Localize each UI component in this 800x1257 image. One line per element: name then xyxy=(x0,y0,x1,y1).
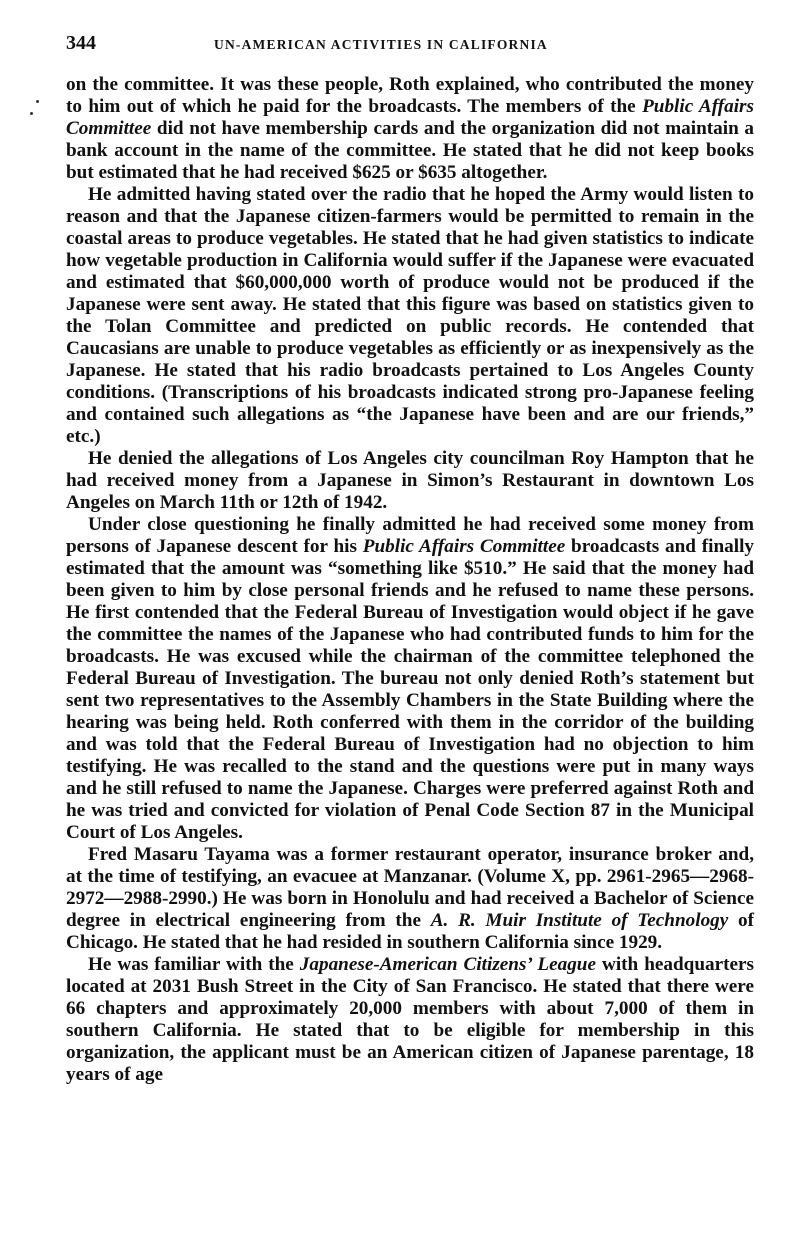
paragraph xyxy=(66,184,754,448)
text-run: He admitted having stated over the radio that he hoped the Army would listen to reason and that the Japanese citizen-farmers would be permitted to remain in the coastal areas to produce vegetables. He stated that he had given statistics to indicate how vegetable production in California would suffer if the Japanese were evacuated and estimated that $60,000,000 worth of produce would not be produced if the Japanese were sent away. He stated that this figure was based on statistics given to the Tolan Committee and predicted on public records. He contended that Caucasians are unable to produce vegetables as efficiently or as inexpensively as the Japanese. He stated that his radio broadcasts pertained to Los Angeles County conditions. (Transcriptions of his broadcasts indicated strong pro-Japanese feeling and contained such allegations as “the Japanese have been and are our friends,” etc.) xyxy=(66,184,754,447)
paragraph xyxy=(66,514,754,844)
paragraph xyxy=(66,954,754,1086)
scan-speck xyxy=(36,100,39,103)
italic-title: A. R. Muir Institute of Technology xyxy=(430,910,729,931)
paragraph xyxy=(66,448,754,514)
text-run: did not have membership cards and the organization did not maintain a bank account in the name of the committee. He stated that he did not keep books but estimated that he had received $625 or $635 altogether. xyxy=(66,118,754,183)
text-run: He denied the allegations of Los Angeles city councilman Roy Hampton that he had received money from a Japanese in Simon’s Restaurant in downtown Los Angeles on March 11th or 12th of 1942. xyxy=(66,448,754,513)
running-head: UN-AMERICAN ACTIVITIES IN CALIFORNIA xyxy=(214,37,548,52)
italic-title: Public Affairs Committee xyxy=(362,536,566,557)
text-run: Under close questioning he finally admitted he had received some money from persons of Japanese descent for his xyxy=(66,514,754,557)
text-run: of Chicago. He stated that he had resided in southern California since 1929. xyxy=(66,910,755,953)
text-run: He was familiar with the xyxy=(88,954,300,975)
document-page xyxy=(66,32,754,1086)
scan-speck xyxy=(30,112,33,115)
italic-title: Public Affairs Committee xyxy=(66,96,754,139)
text-run: on the committee. It was these people, Roth explained, who contributed the money to him out of which he paid for the broadcasts. The members of the xyxy=(66,74,754,117)
page-header xyxy=(66,32,754,62)
italic-title: Japanese-American Citizens’ League xyxy=(299,954,596,975)
text-run: Fred Masaru Tayama was a former restaurant operator, insurance broker and, at the time of testifying, an evacuee at Manzanar. (Volume X, pp. 2961-2965—2968-2972—2988-2990.) He was born in Honolulu and had received a Bachelor of Science degree in electrical engineering from the xyxy=(66,844,754,931)
text-run: with headquarters located at 2031 Bush Street in the City of San Francisco. He stated that there were 66 chapters and approximately 20,000 members with about 7,000 of them in southern California. He stated that to be eligible for membership in this organization, the applicant must be an American citizen of Japanese parentage, 18 years of age xyxy=(66,954,754,1085)
paragraph xyxy=(66,844,754,954)
text-run: broadcasts and finally estimated that the amount was “something like $510.” He said that the money had been given to him by close personal friends and he refused to name these persons. He first contended that the Federal Bureau of Investigation would object if he gave the committee the names of the Japanese who had contributed funds to him for the broadcasts. He was excused while the chairman of the committee telephoned the Federal Bureau of Investigation. The bureau not only denied Roth’s statement but sent two representatives to the Assembly Chambers in the State Building where the hearing was being held. Roth conferred with them in the corridor of the building and was told that the Federal Bureau of Investigation had no objection to him testifying. He was recalled to the stand and the questions were put in many ways and he still refused to name the Japanese. Charges were preferred against Roth and he was tried and convicted for violation of Penal Code Section 87 in the Municipal Court of Los Angeles. xyxy=(66,536,754,843)
paragraph xyxy=(66,74,754,184)
page-number: 344 xyxy=(66,32,96,54)
body-text xyxy=(66,74,754,1086)
